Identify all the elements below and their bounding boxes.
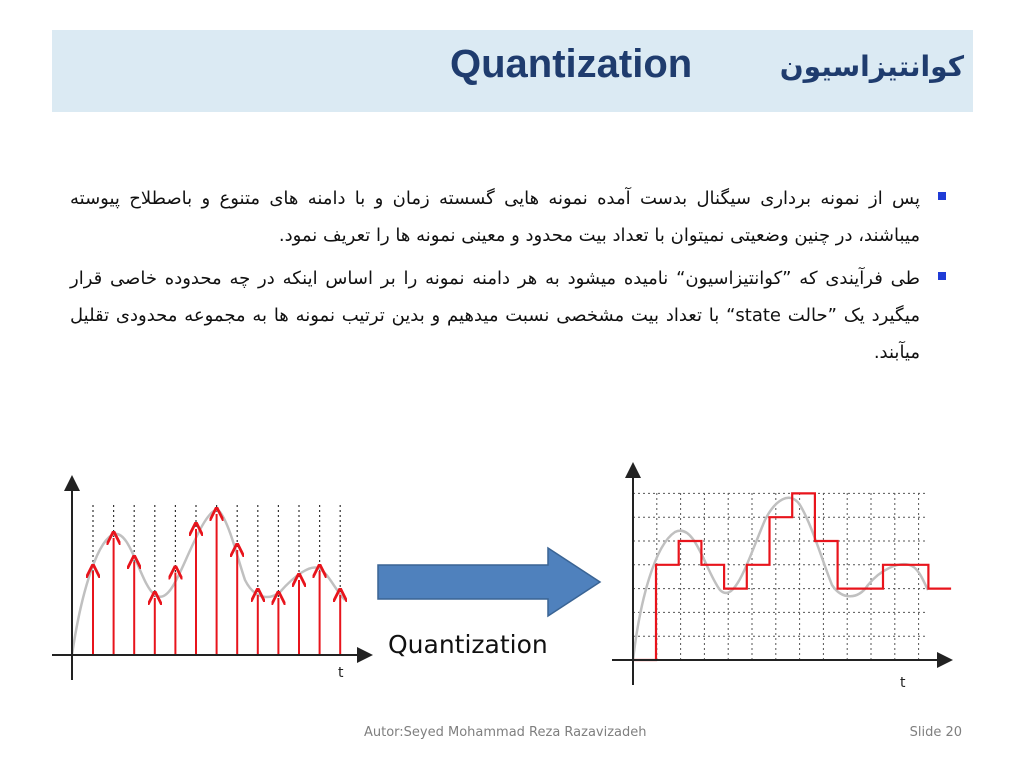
slide-title-persian: کوانتیزاسیون <box>779 50 964 83</box>
quantized-signal-plot <box>612 470 951 691</box>
x-axis-label: t <box>338 665 344 681</box>
bullet-text-1: پس از نمونه برداری سیگنال بدست آمده نمونه هایی گسسته زمان و با دامنه های متنوع و باصطلاح پیوسته میباشند، در چنین وضعیتی نمیتوان با تعداد بیت محدود و معینی نمونه ها را تعریف نمود. <box>70 188 920 246</box>
sampled-signal-plot <box>52 483 365 681</box>
footer-author: Autor:Seyed Mohammad Reza Razavizadeh <box>364 725 647 740</box>
sample-stems <box>93 514 340 655</box>
x-axis-label: t <box>900 675 906 691</box>
arrow-caption: Quantization <box>388 630 548 659</box>
transform-arrow-icon <box>378 548 600 616</box>
slide-title-english: Quantization <box>450 42 693 86</box>
slide-number: Slide 20 <box>909 725 962 740</box>
bullet-text-2: طی فرآیندی که ”کوانتیزاسیون“ نامیده میشود به هر دامنه نمونه را بر اساس اینکه در چه محدوده خاصی قرار میگیرد یک ”حالت state“ با تعداد بیت مشخصی نسبت میدهیم و بدین ترتیب نمونه ها به مجموعه محدودی تقلیل میآبند. <box>70 268 920 363</box>
